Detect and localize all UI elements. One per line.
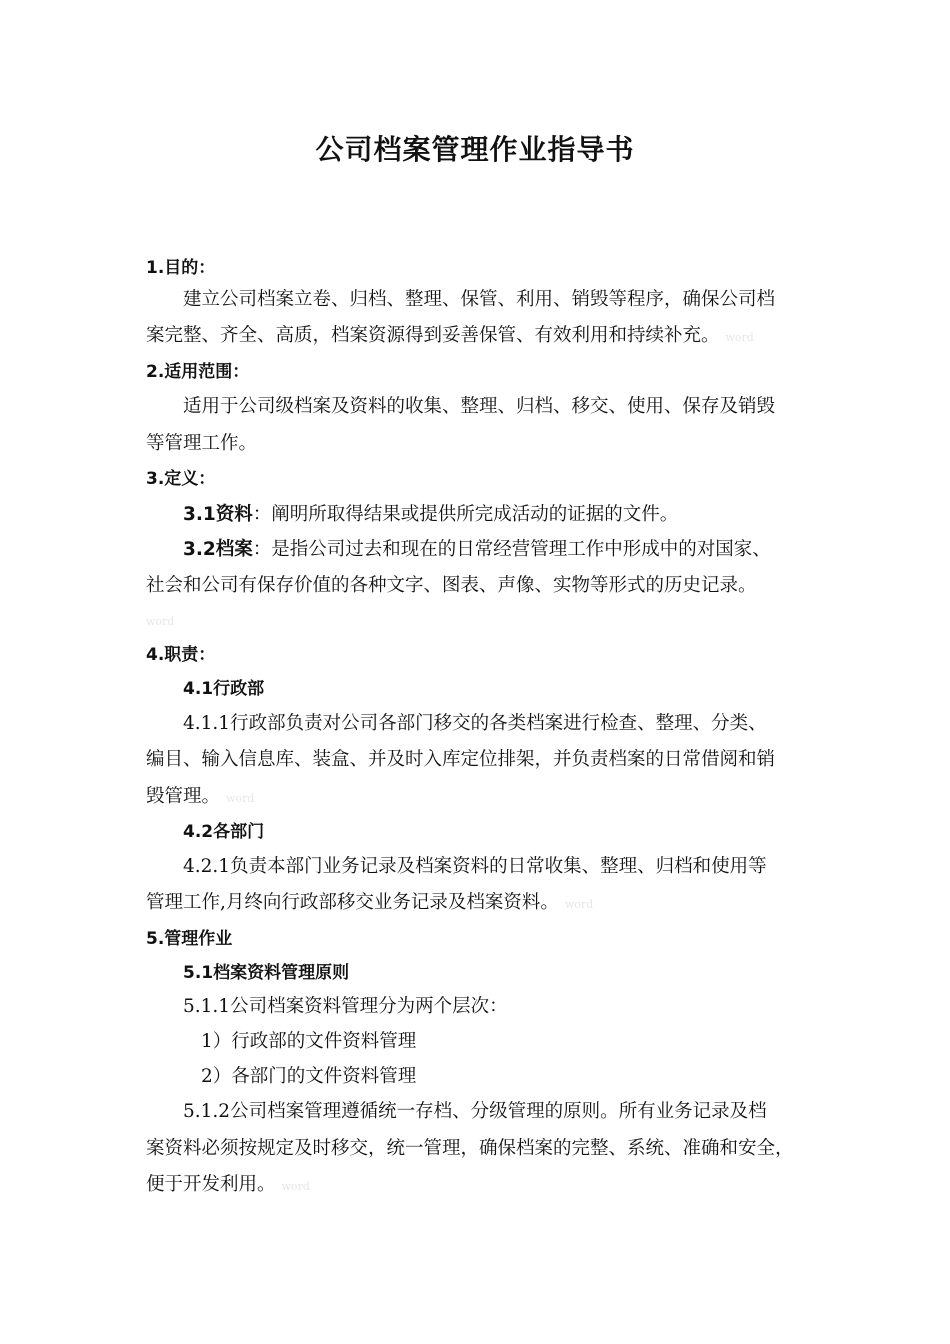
paragraph-text: 案完整、齐全、高质，档案资源得到妥善保管、有效利用和持续补充。 [146,325,720,346]
clause-5-1-2-line-3 [146,1173,826,1199]
clause-5-1-2-line-2: 案资料必须按规定及时移交，统一管理，确保档案的完整、系统、准确和安全， [146,1138,794,1159]
subsection-5-1-heading: 5.1档案资料管理原则 [183,963,350,983]
subsection-4-2-line-1: 4.2.1负责本部门业务记录及档案资料的日常收集、整理、归档和使用等 [183,856,767,877]
section-1-heading: 1.目的： [146,258,216,278]
subsection-4-1-line-3 [146,785,826,811]
section-2-heading: 2.适用范围： [146,362,250,382]
document-title: 公司档案管理作业指导书 [315,133,635,166]
definition-1 [183,503,863,527]
list-item-2: 2）各部门的文件资料管理 [201,1066,417,1087]
watermark-text: word [725,331,754,344]
definition-1-text: ：阐明所取得结果或提供所完成活动的证据的文件。 [252,504,679,525]
list-item-1: 1）行政部的文件资料管理 [201,1031,417,1052]
section-4-heading: 4.职责： [146,645,216,665]
watermark-text: word [146,615,175,628]
subsection-4-2-heading: 4.2各部门 [183,822,265,842]
watermark-text: word [564,898,594,911]
section-3-heading: 3.定义： [146,469,216,489]
section-2-paragraph-line-2: 等管理工作。 [146,433,258,454]
definition-1-label: 3.1资料 [183,504,253,525]
paragraph-text: 便于开发利用。 [146,1174,276,1195]
subsection-4-1-heading: 4.1行政部 [183,679,265,699]
section-5-heading: 5.管理作业 [146,929,233,949]
definition-2-label: 3.2档案 [183,539,253,560]
paragraph-text: 毁管理。 [146,786,221,807]
clause-5-1-1: 5.1.1公司档案资料管理分为两个层次： [183,996,508,1017]
section-1-paragraph-line-1: 建立公司档案立卷、归档、整理、保管、利用、销毁等程序，确保公司档 [183,289,776,310]
subsection-4-1-line-1: 4.1.1行政部负责对公司各部门移交的各类档案进行检查、整理、分类、 [183,713,767,734]
definition-2 [183,538,863,562]
section-2-paragraph-line-1: 适用于公司级档案及资料的收集、整理、归档、移交、使用、保存及销毁 [183,396,776,417]
paragraph-text: 管理工作,月终向行政部移交业务记录及档案资料。 [146,892,559,913]
definition-2-line-2: 社会和公司有保存价值的各种文字、图表、声像、实物等形式的历史记录。 [146,575,757,596]
section-1-paragraph-line-2 [146,324,826,350]
definition-2-text: ：是指公司过去和现在的日常经营管理工作中形成中的对国家、 [252,539,771,560]
clause-5-1-2-line-1: 5.1.2公司档案管理遵循统一存档、分级管理的原则。所有业务记录及档 [183,1101,767,1122]
watermark-text: word [281,1180,310,1193]
subsection-4-2-line-2 [146,891,826,917]
subsection-4-1-line-2: 编目、输入信息库、装盒、并及时入库定位排架，并负责档案的日常借阅和销 [146,749,776,770]
watermark-text: word [226,792,255,805]
